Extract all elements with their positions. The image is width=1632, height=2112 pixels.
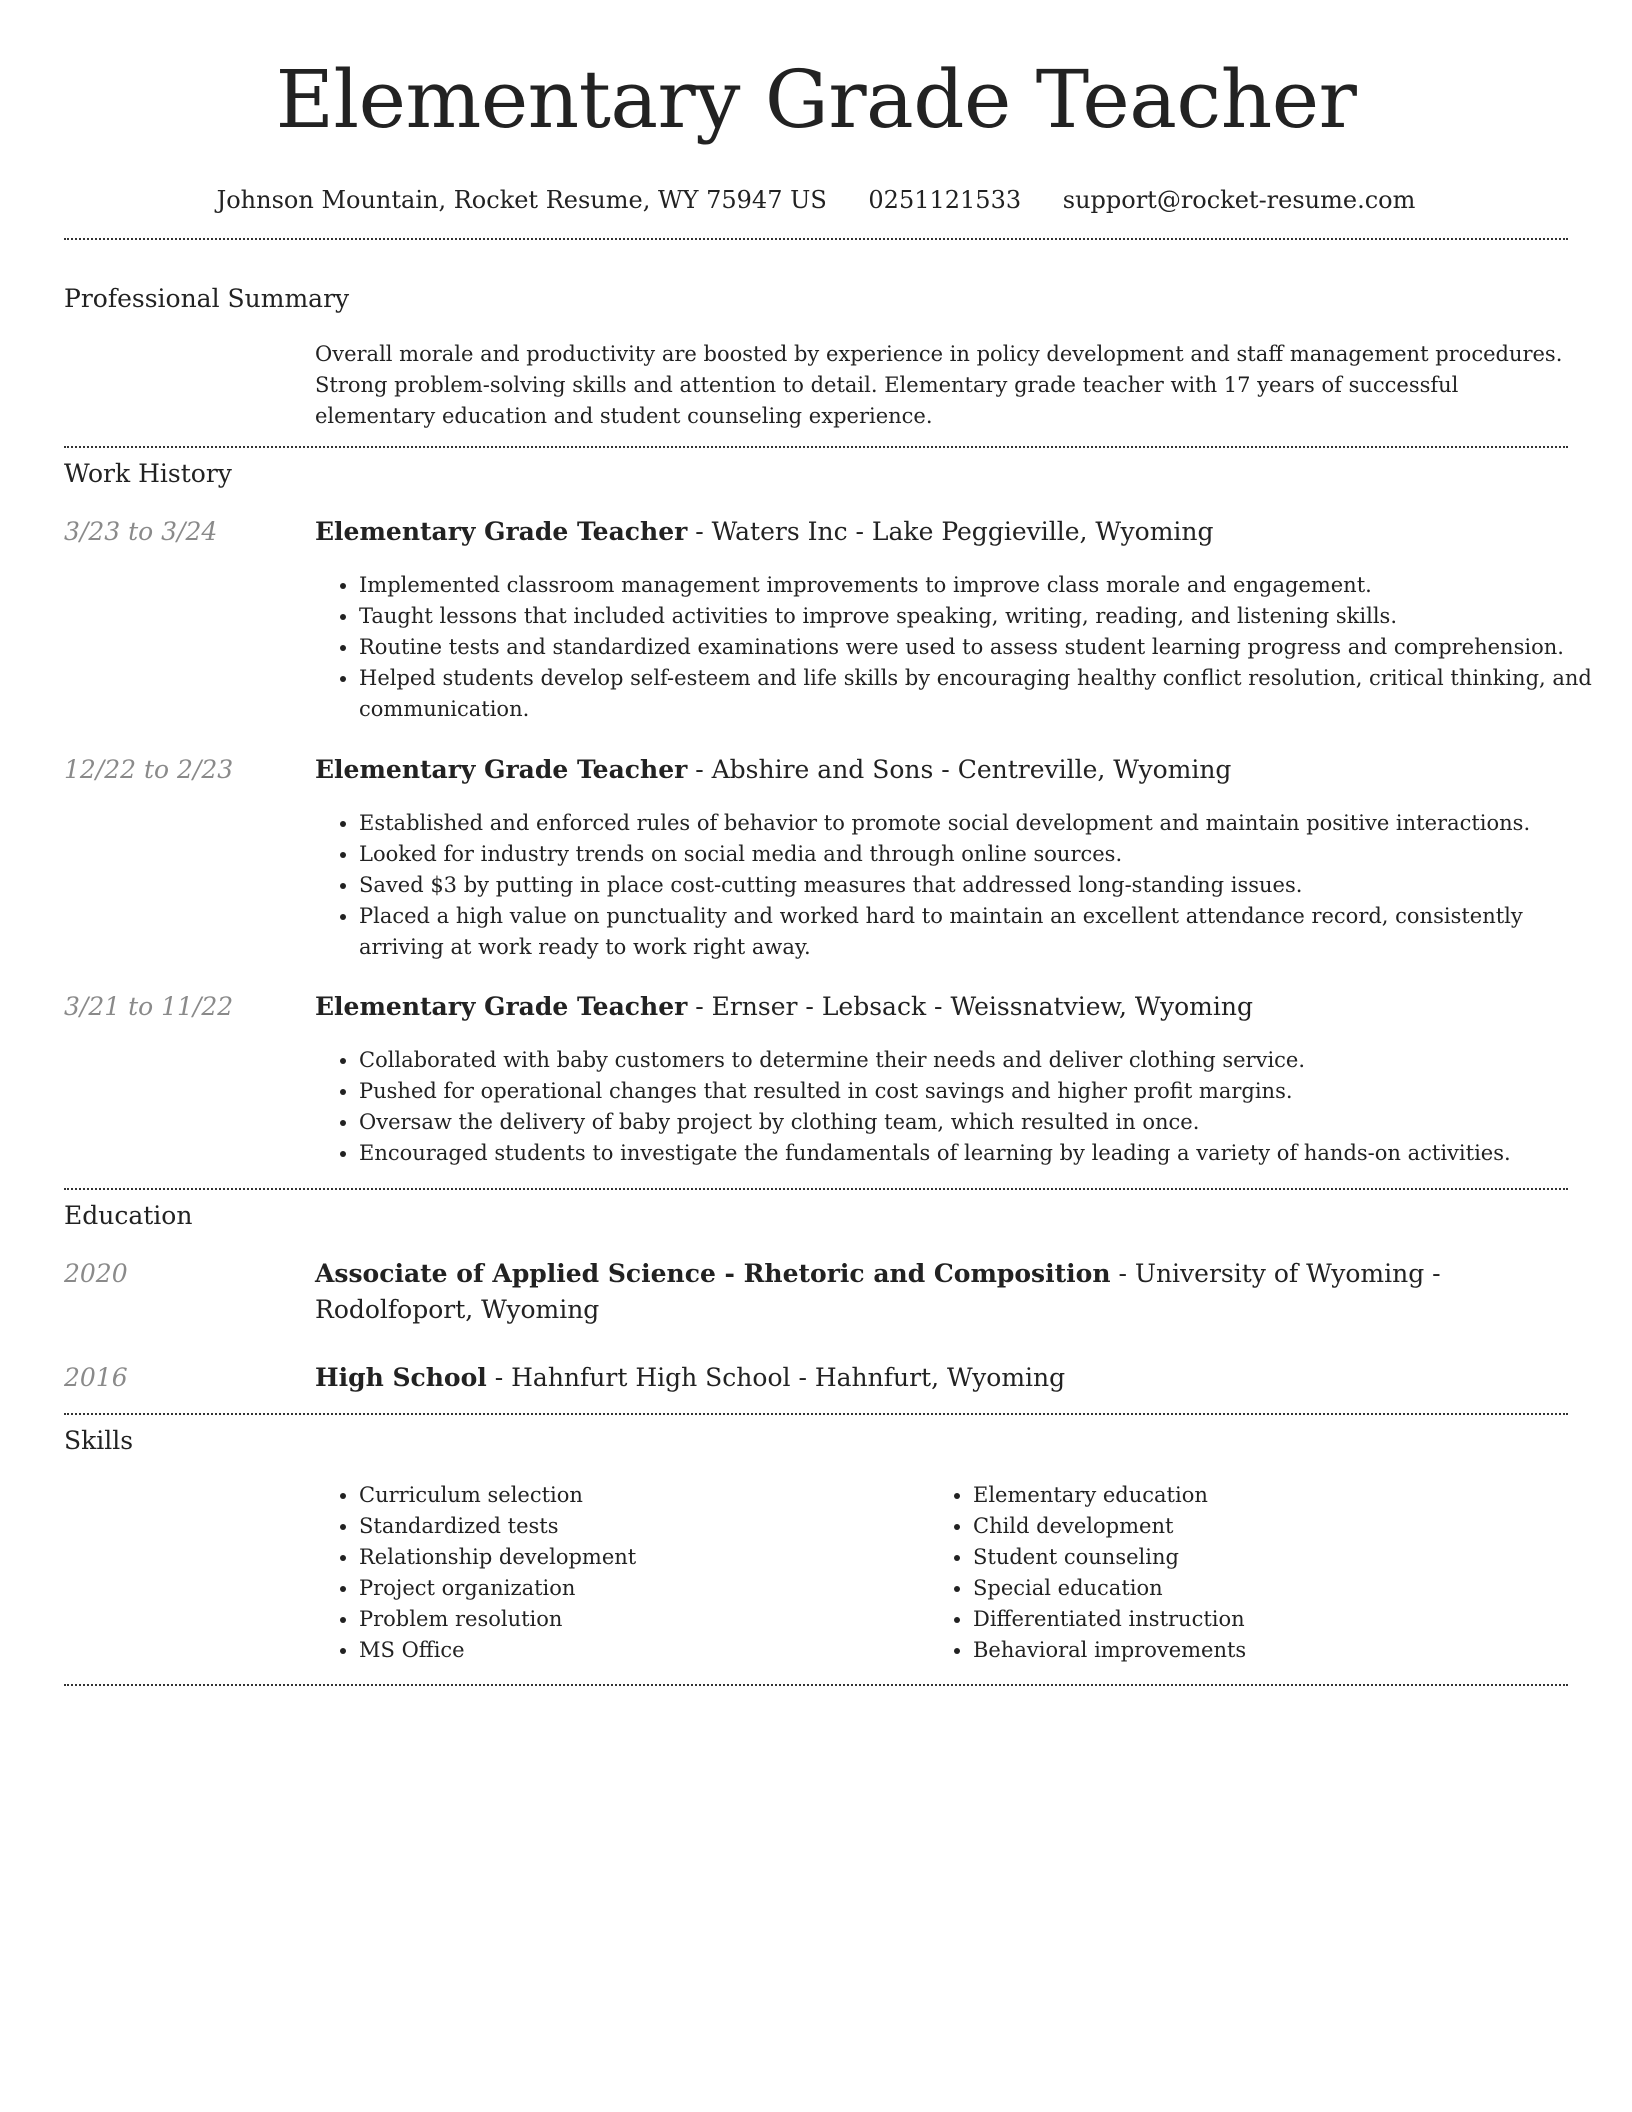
list-item: • Placed a high value on punctuality and worked hard to maintain an excellent attendance record, consistently arriving at work ready to work right away. <box>359 901 1609 963</box>
job-dates: 3/23 to 3/24 <box>64 517 218 546</box>
summary-heading: Professional Summary <box>64 284 350 313</box>
list-item: • Standardized tests <box>359 1511 919 1542</box>
job-role: Elementary Grade Teacher <box>315 755 688 784</box>
list-item: • Differentiated instruction <box>973 1604 1533 1635</box>
job-role: Elementary Grade Teacher <box>315 517 688 546</box>
list-item: • Established and enforced rules of behavior to promote social development and maintain positive interactions. <box>359 808 1609 839</box>
contact-address: Johnson Mountain, Rocket Resume, WY 75947 US <box>216 186 827 214</box>
list-item: • Problem resolution <box>359 1604 919 1635</box>
job-bullets <box>315 1045 1609 1169</box>
list-item: • Saved $3 by putting in place cost-cutting measures that addressed long-standing issues. <box>359 870 1609 901</box>
job-title <box>315 514 1565 550</box>
list-item: • MS Office <box>359 1635 919 1666</box>
section-divider <box>64 1684 1568 1686</box>
list-item: • Looked for industry trends on social media and through online sources. <box>359 839 1609 870</box>
skills-list-left <box>315 1480 919 1666</box>
list-item: • Collaborated with baby customers to determine their needs and deliver clothing service. <box>359 1045 1609 1076</box>
list-item: • Routine tests and standardized examinations were used to assess student learning progress and comprehension. <box>359 632 1609 663</box>
list-item: • Implemented classroom management improvements to improve class morale and engagement. <box>359 570 1609 601</box>
list-item: • Relationship development <box>359 1542 919 1573</box>
section-divider <box>64 446 1568 448</box>
education-heading: Education <box>64 1201 193 1230</box>
job-bullets <box>315 570 1609 725</box>
list-item: • Encouraged students to investigate the fundamentals of learning by leading a variety of hands-on activities. <box>359 1138 1609 1169</box>
list-item: • Special education <box>973 1573 1533 1604</box>
job-title <box>315 752 1565 788</box>
resume-header <box>0 0 1632 216</box>
job-title <box>315 989 1565 1025</box>
job-role: Elementary Grade Teacher <box>315 992 688 1021</box>
section-divider <box>64 1188 1568 1190</box>
education-entry <box>315 1256 1495 1328</box>
list-item: • Pushed for operational changes that resulted in cost savings and higher profit margins. <box>359 1076 1609 1107</box>
list-item: • Helped students develop self-esteem and life skills by encouraging healthy conflict resolution, critical thinking, and communication. <box>359 663 1609 725</box>
job-employer: - Waters Inc - Lake Peggieville, Wyoming <box>687 517 1214 546</box>
list-item: • Taught lessons that included activities to improve speaking, writing, reading, and listening skills. <box>359 601 1609 632</box>
list-item: • Curriculum selection <box>359 1480 919 1511</box>
education-school: - Hahnfurt High School - Hahnfurt, Wyoming <box>486 1363 1066 1392</box>
list-item: • Child development <box>973 1511 1533 1542</box>
education-year: 2020 <box>64 1259 128 1288</box>
list-item: • Elementary education <box>973 1480 1533 1511</box>
list-item: • Behavioral improvements <box>973 1635 1533 1666</box>
section-divider <box>64 1413 1568 1415</box>
list-item: • Project organization <box>359 1573 919 1604</box>
education-year: 2016 <box>64 1363 128 1392</box>
education-entry <box>315 1360 1495 1396</box>
job-bullets <box>315 808 1609 963</box>
skills-list-right <box>929 1480 1533 1666</box>
list-item: • Student counseling <box>973 1542 1533 1573</box>
job-dates: 3/21 to 11/22 <box>64 992 234 1021</box>
contact-email: support@rocket-resume.com <box>1062 186 1416 214</box>
contact-phone: 0251121533 <box>868 186 1022 214</box>
job-employer: - Abshire and Sons - Centreville, Wyoming <box>687 755 1232 784</box>
education-degree: High School <box>315 1363 487 1392</box>
job-dates: 12/22 to 2/23 <box>64 755 234 784</box>
work-history-heading: Work History <box>64 459 232 488</box>
job-employer: - Ernser - Lebsack - Weissnatview, Wyoming <box>687 992 1253 1021</box>
candidate-name: Elementary Grade Teacher <box>275 53 1357 146</box>
list-item: • Oversaw the delivery of baby project by clothing team, which resulted in once. <box>359 1107 1609 1138</box>
summary-text: Overall morale and productivity are boosted by experience in policy development and staff management procedures. Strong problem-solving skills and attention to detail. Elementary grade teacher with 17 years of successful elementary education and student counseling experience. <box>315 342 1563 428</box>
contact-line <box>0 184 1632 216</box>
education-degree: Associate of Applied Science - Rhetoric and Composition <box>315 1259 1111 1288</box>
skills-heading: Skills <box>64 1426 134 1455</box>
education-school: - University of Wyoming - Rodolfoport, Wyoming <box>315 1259 1441 1324</box>
section-divider <box>64 238 1568 240</box>
